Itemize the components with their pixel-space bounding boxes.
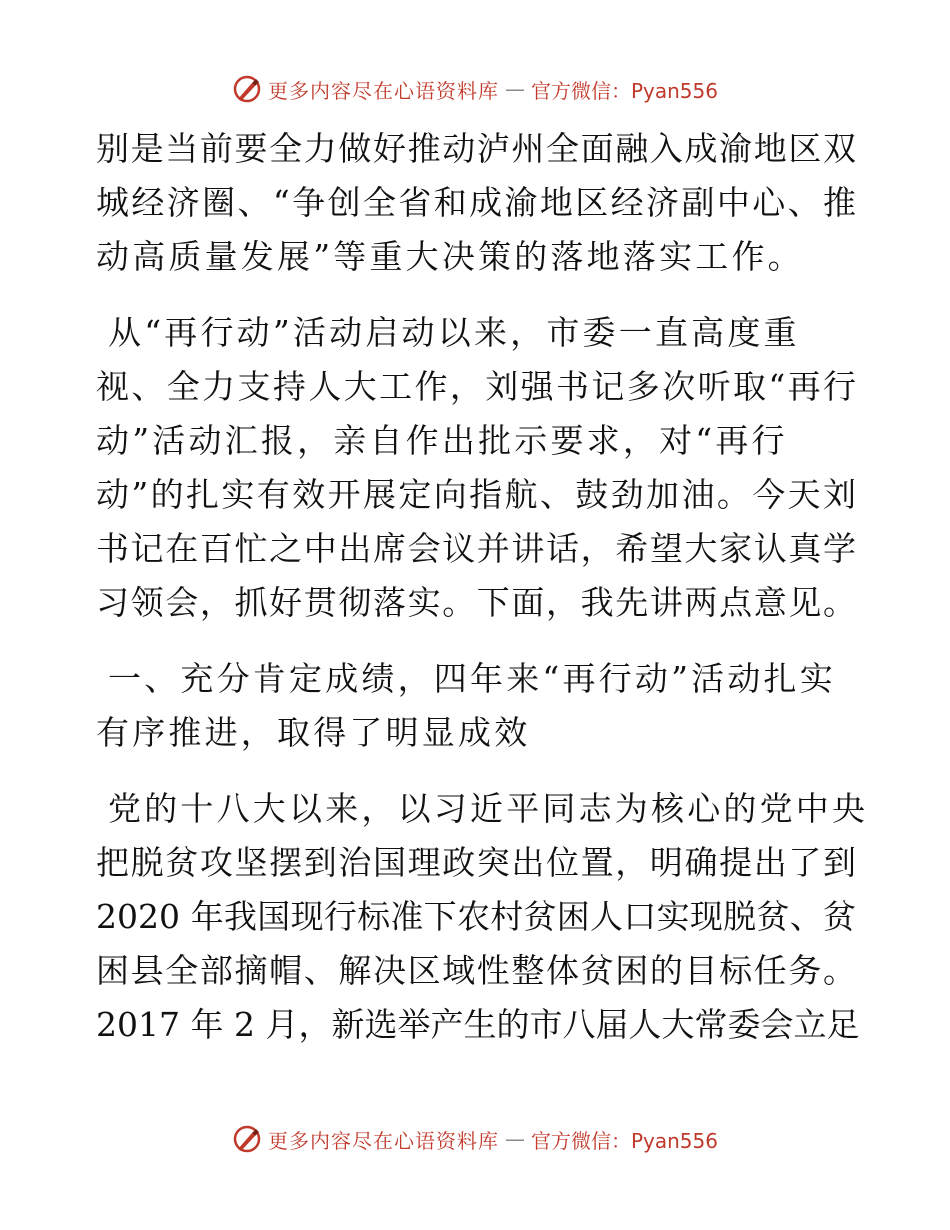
watermark-separator: — xyxy=(504,1127,525,1151)
heading-line: 有序推进，取得了明显成效 xyxy=(96,713,531,752)
paragraph-2 xyxy=(96,306,856,630)
text-line: 困县全部摘帽、解决区域性整体贫困的目标任务。 xyxy=(96,951,856,990)
text-line: 城经济圈、“争创全省和成渝地区经济副中心、推 xyxy=(96,183,856,222)
heading-line: 一、充分肯定成绩，四年来“再行动”活动扎实 xyxy=(108,659,836,698)
paragraph-3 xyxy=(96,782,869,1052)
watermark-wechat: 官方微信：Pyan556 xyxy=(530,78,718,103)
watermark-wechat: 官方微信：Pyan556 xyxy=(530,1128,718,1153)
document-body xyxy=(96,122,869,1052)
watermark-brand: 更多内容尽在心语资料库 xyxy=(267,78,499,103)
watermark-separator: — xyxy=(504,77,525,101)
text-line: 动高质量发展”等重大决策的落地落实工作。 xyxy=(96,237,804,276)
watermark-footer xyxy=(0,1124,950,1154)
text-line: 2017 年 2 月，新选举产生的市八届人大常委会立足 xyxy=(96,1005,860,1044)
pen-logo-icon xyxy=(232,1124,262,1154)
text-line: 动”的扎实有效开展定向指航、鼓劲加油。今天刘 xyxy=(96,475,856,514)
section-heading xyxy=(96,652,856,760)
text-line: 党的十八大以来，以习近平同志为核心的党中央 xyxy=(108,789,869,828)
watermark-brand: 更多内容尽在心语资料库 xyxy=(267,1128,499,1153)
text-line: 视、全力支持人大工作，刘强书记多次听取“再行 xyxy=(96,367,856,406)
watermark-header xyxy=(0,74,950,104)
text-line: 习领会，抓好贯彻落实。下面，我先讲两点意见。 xyxy=(96,583,856,622)
text-line: 书记在百忙之中出席会议并讲话，希望大家认真学 xyxy=(96,529,856,568)
text-line: 动”活动汇报，亲自作出批示要求，对“再行 xyxy=(96,421,788,460)
text-line: 从“再行动”活动启动以来，市委一直高度重 xyxy=(108,313,800,352)
pen-logo-icon xyxy=(232,74,262,104)
paragraph-1 xyxy=(96,122,856,284)
text-line: 2020 年我国现行标准下农村贫困人口实现脱贫、贫 xyxy=(96,897,856,936)
text-line: 别是当前要全力做好推动泸州全面融入成渝地区双 xyxy=(96,129,856,168)
text-line: 把脱贫攻坚摆到治国理政突出位置，明确提出了到 xyxy=(96,843,856,882)
